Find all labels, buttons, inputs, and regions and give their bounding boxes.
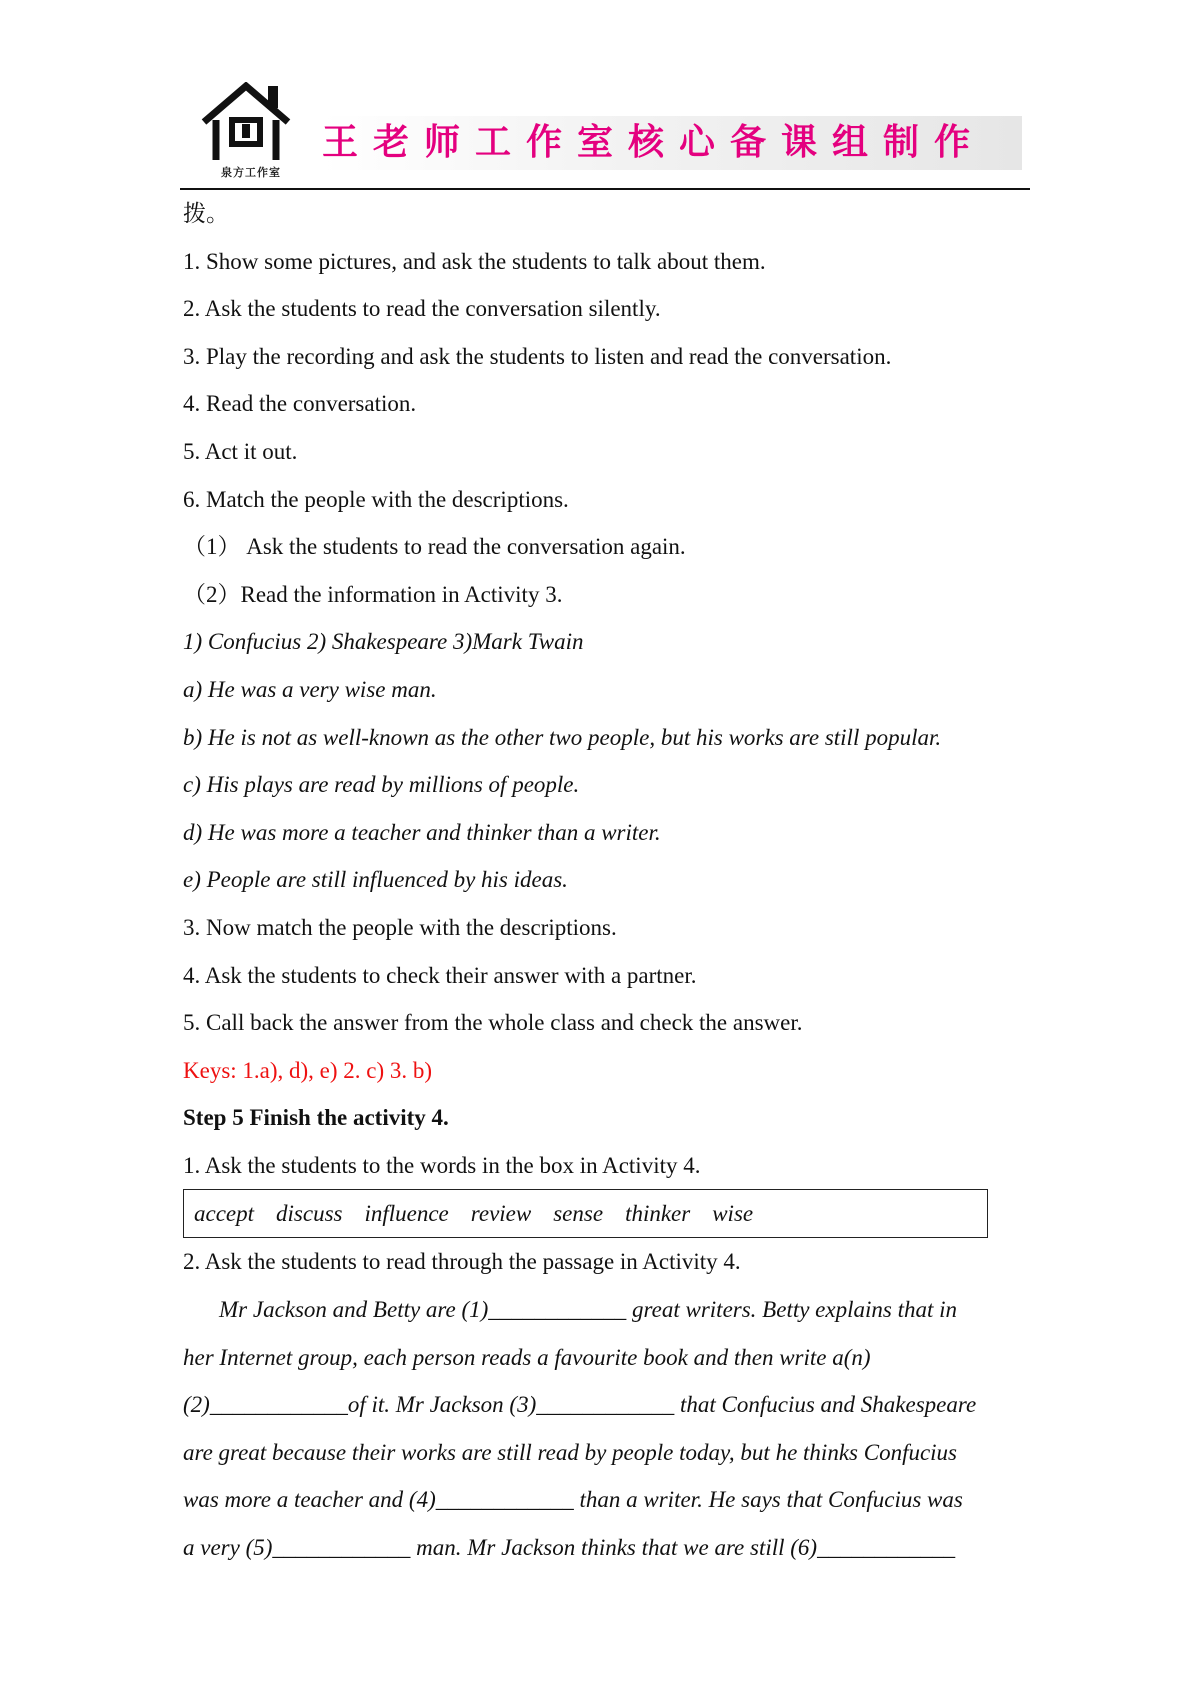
passage-line: a very (5)____________ man. Mr Jackson thinks that we are still (6)____________	[183, 1535, 956, 1561]
banner-text: 王老师工作室核心备课组制作	[322, 122, 986, 163]
word-box-item: review	[470, 1201, 532, 1227]
logo-caption: 泉方工作室	[221, 166, 281, 179]
continuation-text: 拨。	[183, 201, 229, 226]
sub-step-item: （1） Ask the students to read the conversation again.	[183, 534, 686, 560]
passage-line: are great because their works are still read by people today, but he thinks Confucius	[183, 1439, 958, 1465]
description-item: d) He was more a teacher and thinker than a writer.	[183, 819, 661, 845]
step-item: 1. Show some pictures, and ask the students to talk about them.	[183, 248, 766, 274]
house-logo	[198, 82, 304, 182]
step-item: 6. Match the people with the descriptions.	[183, 486, 569, 512]
description-item: b) He is not as well-known as the other two people, but his works are still popular.	[183, 724, 942, 750]
house-icon	[198, 82, 304, 164]
step-item: 3. Play the recording and ask the students to listen and read the conversation.	[183, 343, 892, 369]
description-item: e) People are still influenced by his ideas.	[183, 867, 568, 893]
step-item: 5. Call back the answer from the whole class and check the answer.	[183, 1010, 803, 1036]
step-heading: Step 5 Finish the activity 4.	[183, 1105, 449, 1131]
answer-keys: Keys: 1.a), d), e) 2. c) 3. b)	[183, 1057, 433, 1083]
passage-line: was more a teacher and (4)____________ than a writer. He says that Confucius was	[183, 1487, 963, 1513]
banner	[322, 116, 1022, 170]
step-item: 4. Read the conversation.	[183, 391, 417, 417]
step-item: 1. Ask the students to the words in the box in Activity 4.	[183, 1152, 701, 1178]
people-list: 1) Confucius 2) Shakespeare 3)Mark Twain	[183, 629, 584, 655]
step-item: 3. Now match the people with the descriptions.	[183, 914, 617, 940]
word-box-item: influence	[364, 1201, 449, 1227]
word-box-item: wise	[712, 1201, 754, 1227]
step-item: 4. Ask the students to check their answer with a partner.	[183, 962, 697, 988]
passage-line: her Internet group, each person reads a favourite book and then write a(n)	[183, 1344, 871, 1370]
description-item: c) His plays are read by millions of people.	[183, 772, 580, 798]
step-item: 2. Ask the students to read through the passage in Activity 4.	[183, 1249, 741, 1275]
step-item: 5. Act it out.	[183, 438, 298, 464]
sub-step-item: （2）Read the information in Activity 3.	[183, 581, 563, 607]
description-item: a) He was a very wise man.	[183, 676, 437, 702]
passage-line: (2)____________of it. Mr Jackson (3)____________ that Confucius and Shakespeare	[183, 1392, 977, 1418]
word-box-item: thinker	[625, 1201, 691, 1227]
step-item: 2. Ask the students to read the conversation silently.	[183, 296, 661, 322]
word-box-item: sense	[553, 1201, 604, 1227]
document-body	[183, 190, 1043, 1572]
word-box-item: accept	[194, 1201, 255, 1227]
word-box	[183, 1189, 988, 1238]
word-box-item: discuss	[276, 1201, 343, 1227]
page-header	[180, 82, 1030, 190]
passage-line: Mr Jackson and Betty are (1)____________ great writers. Betty explains that in	[219, 1297, 957, 1323]
